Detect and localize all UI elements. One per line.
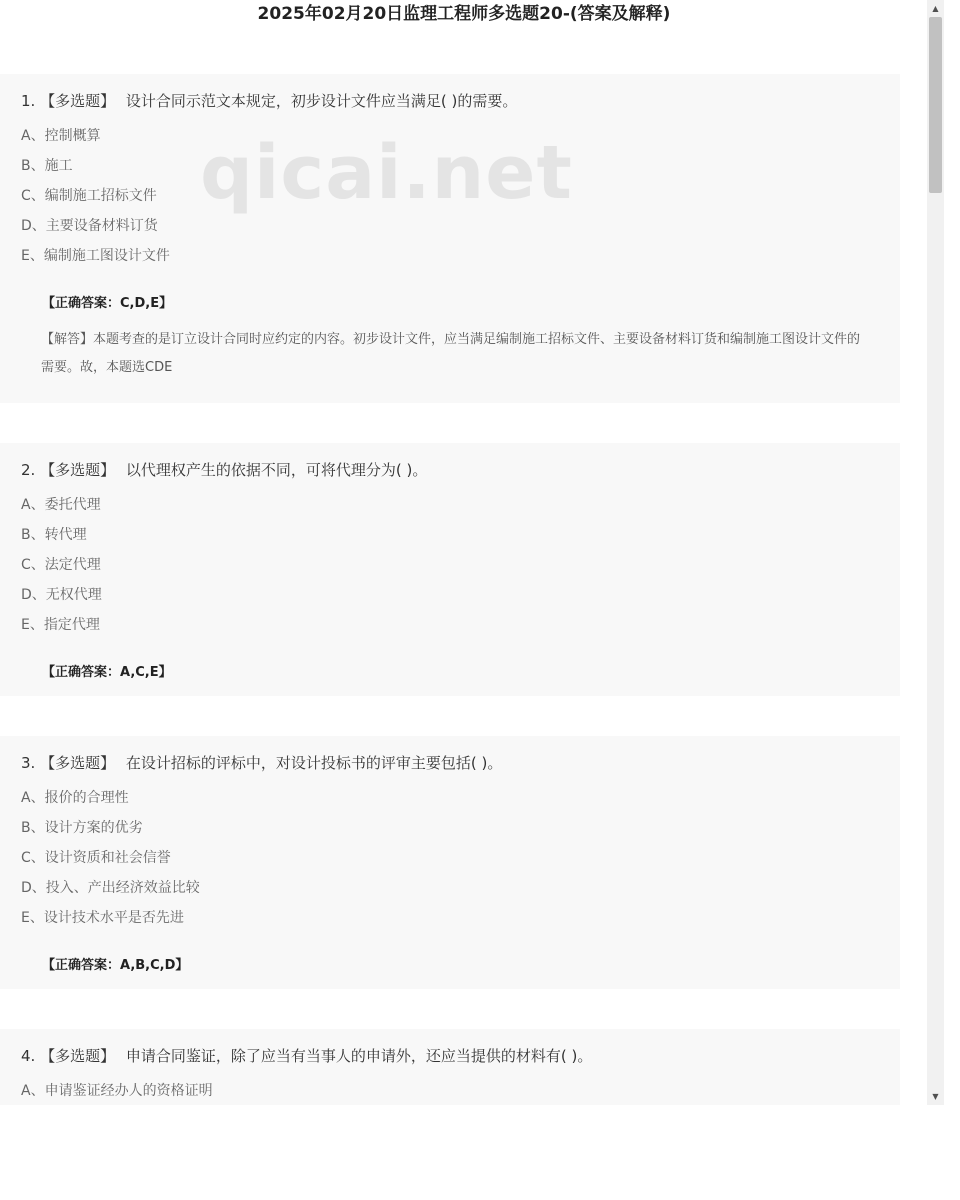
question-number: 2. xyxy=(21,461,36,479)
correct-answer xyxy=(42,295,172,313)
option-e[interactable]: E、指定代理 xyxy=(21,617,100,633)
option-b[interactable]: B、转代理 xyxy=(21,527,87,543)
question-stem: 申请合同鉴证，除了应当有当事人的申请外，还应当提供的材料有( )。 xyxy=(125,1047,593,1065)
question-title xyxy=(21,753,502,773)
option-d[interactable]: D、投入、产出经济效益比较 xyxy=(21,880,200,896)
site-watermark: qicai.net xyxy=(200,130,573,216)
question-number: 4. xyxy=(21,1047,36,1065)
option-e[interactable]: E、设计技术水平是否先进 xyxy=(21,910,184,926)
option-b[interactable]: B、施工 xyxy=(21,158,73,174)
option-d[interactable]: D、无权代理 xyxy=(21,587,102,603)
question-type-tag: 【多选题】 xyxy=(40,1047,116,1065)
answer-explanation: 【解答】本题考查的是订立设计合同时应约定的内容。初步设计文件，应当满足编制施工招标文件、主要设备材料订货和编制施工图设计文件的需要。故，本题选CDE xyxy=(41,332,861,375)
question-title xyxy=(21,91,517,111)
question-title xyxy=(21,1046,592,1066)
correct-answer xyxy=(42,664,172,682)
answer-value: A,C,E】 xyxy=(120,665,172,680)
question-number: 1. xyxy=(21,92,36,110)
answer-value: A,B,C,D】 xyxy=(120,958,189,973)
scroll-up-icon[interactable]: ▲ xyxy=(932,4,939,13)
question-title xyxy=(21,460,427,480)
vertical-scrollbar[interactable] xyxy=(927,0,944,1105)
option-list xyxy=(21,495,102,645)
question-stem: 设计合同示范文本规定，初步设计文件应当满足( )的需要。 xyxy=(125,92,518,110)
scrollbar-thumb[interactable] xyxy=(929,17,942,193)
question-card-3 xyxy=(0,736,900,989)
question-number: 3. xyxy=(21,754,36,772)
option-list xyxy=(21,1081,213,1105)
option-a[interactable]: A、申请鉴证经办人的资格证明 xyxy=(21,1083,213,1099)
page-title: 2025年02月20日监理工程师多选题20-(答案及解释) xyxy=(257,4,671,24)
question-card-1 xyxy=(0,74,900,403)
question-stem: 以代理权产生的依据不同，可将代理分为( )。 xyxy=(125,461,428,479)
option-b[interactable]: B、设计方案的优劣 xyxy=(21,820,143,836)
correct-answer xyxy=(42,957,188,975)
option-list xyxy=(21,788,200,938)
option-d[interactable]: D、主要设备材料订货 xyxy=(21,218,158,234)
option-c[interactable]: C、设计资质和社会信誉 xyxy=(21,850,171,866)
scroll-down-icon[interactable]: ▼ xyxy=(932,1092,939,1101)
question-stem: 在设计招标的评标中，对设计投标书的评审主要包括( )。 xyxy=(125,754,503,772)
answer-label: 【正确答案： xyxy=(42,296,121,311)
answer-value: C,D,E】 xyxy=(120,296,173,311)
option-e[interactable]: E、编制施工图设计文件 xyxy=(21,248,170,264)
option-a[interactable]: A、报价的合理性 xyxy=(21,790,129,806)
question-type-tag: 【多选题】 xyxy=(40,461,116,479)
question-type-tag: 【多选题】 xyxy=(40,92,116,110)
option-list xyxy=(21,126,170,276)
answer-label: 【正确答案： xyxy=(42,958,121,973)
question-card-2 xyxy=(0,443,900,696)
option-c[interactable]: C、法定代理 xyxy=(21,557,101,573)
answer-label: 【正确答案： xyxy=(42,665,121,680)
question-type-tag: 【多选题】 xyxy=(40,754,116,772)
option-a[interactable]: A、控制概算 xyxy=(21,128,101,144)
option-a[interactable]: A、委托代理 xyxy=(21,497,101,513)
option-c[interactable]: C、编制施工招标文件 xyxy=(21,188,157,204)
question-card-4 xyxy=(0,1029,900,1105)
